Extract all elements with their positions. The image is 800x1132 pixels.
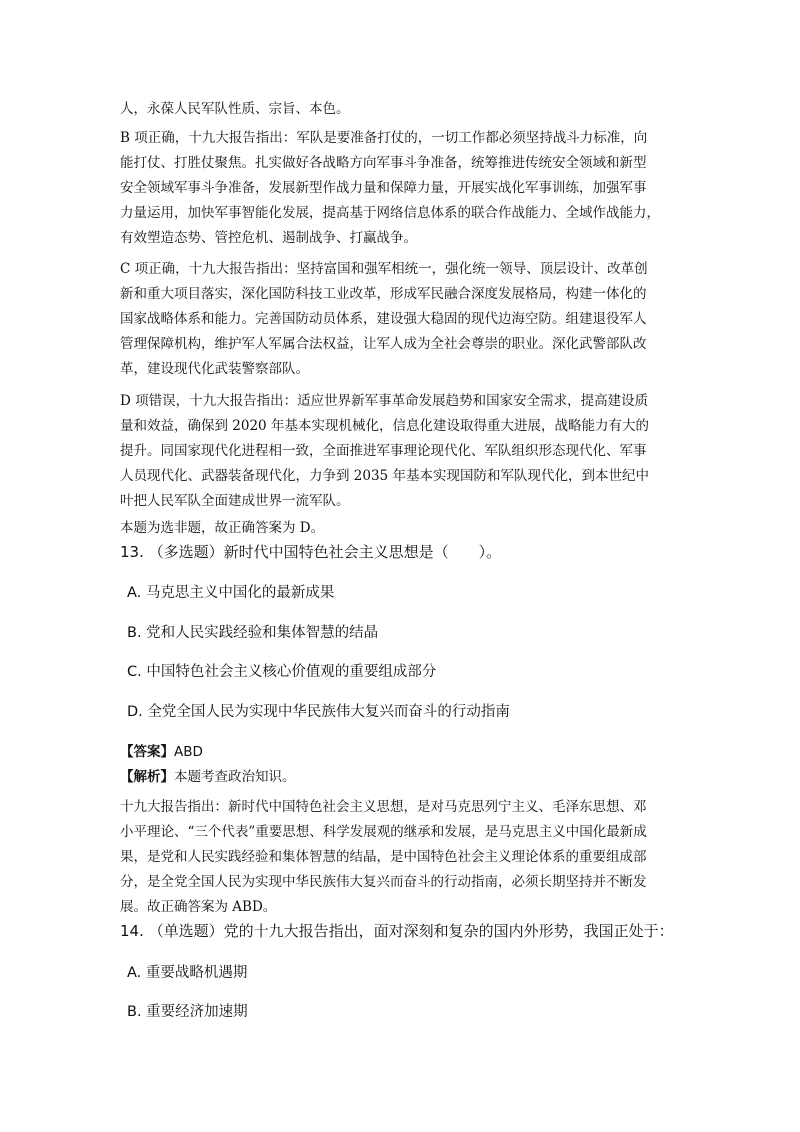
q14-option-b[interactable]: B. 重要经济加速期	[127, 1004, 248, 1020]
option-c-analysis-line: 革，建设现代化武装警察部队。	[120, 361, 309, 377]
q13-analysis-heading	[120, 767, 296, 787]
option-c-analysis-line: 管理保障机构，维护军人军属合法权益，让军人成为全社会尊崇的职业。深化武警部队改	[120, 336, 647, 352]
q13-option-d[interactable]: D. 全党全国人民为实现中华民族伟大复兴而奋斗的行动指南	[127, 704, 510, 720]
analysis-value: 本题考查政治知识。	[174, 769, 296, 785]
q13-analysis-line: 果，是党和人民实践经验和集体智慧的结晶，是中国特色社会主义理论体系的重要组成部	[120, 849, 647, 865]
question-13: 13. （多选题）新时代中国特色社会主义思想是（ ）。	[120, 543, 502, 561]
analysis-label: 【解析】	[120, 769, 174, 785]
option-d-analysis-line: 叶把人民军队全面建成世界一流军队。	[120, 493, 350, 509]
q13-answer	[120, 742, 203, 762]
option-c-analysis-line: C 项正确，十九大报告指出：坚持富国和强军相统一，强化统一领导、顶层设计、改革创	[120, 261, 648, 277]
option-b-analysis-line: 安全领域军事斗争准备，发展新型作战力量和保障力量，开展实战化军事训练，加强军事	[120, 180, 647, 196]
answer-value: ABD	[174, 744, 203, 760]
intro-line: 人，永葆人民军队性质、宗旨、本色。	[120, 101, 350, 117]
q13-analysis-line: 小平理论、“三个代表”重要思想、科学发展观的继承和发展，是马克思主义中国化最新成	[120, 824, 647, 840]
q13-analysis-line: 分，是全党全国人民为实现中华民族伟大复兴而奋斗的行动指南，必须长期坚持并不断发	[120, 874, 647, 890]
q12-conclusion: 本题为选非题，故正确答案为 D。	[120, 520, 325, 536]
option-c-analysis-line: 新和重大项目落实，深化国防科技工业改革，形成军民融合深度发展格局，构建一体化的	[120, 286, 647, 302]
option-d-analysis-line: 人员现代化、武器装备现代化，力争到 2035 年基本实现国防和军队现代化，到本世纪中	[120, 468, 649, 484]
q13-option-c[interactable]: C. 中国特色社会主义核心价值观的重要组成部分	[127, 664, 437, 680]
option-b-analysis-line: B 项正确，十九大报告指出：军队是要准备打仗的，一切工作都必须坚持战斗力标准，向	[120, 130, 648, 146]
q14-option-a[interactable]: A. 重要战略机遇期	[127, 965, 248, 981]
q13-option-a[interactable]: A. 马克思主义中国化的最新成果	[127, 585, 335, 601]
option-d-analysis-line: 提升。同国家现代化进程相一致，全面推进军事理论现代化、军队组织形态现代化、军事	[120, 443, 647, 459]
option-b-analysis-line: 有效塑造态势、管控危机、遏制战争、打赢战争。	[120, 230, 417, 246]
q13-analysis-line: 十九大报告指出：新时代中国特色社会主义思想，是对马克思列宁主义、毛泽东思想、邓	[120, 799, 647, 815]
option-c-analysis-line: 国家战略体系和能力。完善国防动员体系，建设强大稳固的现代边海空防。组建退役军人	[120, 311, 647, 327]
option-d-analysis-line: D 项错误，十九大报告指出：适应世界新军事革命发展趋势和国家安全需求，提高建设质	[120, 393, 649, 409]
option-b-analysis-line: 力量运用，加快军事智能化发展，提高基于网络信息体系的联合作战能力、全域作战能力，	[120, 205, 660, 221]
answer-label: 【答案】	[120, 744, 174, 760]
q13-option-b[interactable]: B. 党和人民实践经验和集体智慧的结晶	[127, 625, 379, 641]
question-14: 14. （单选题）党的十九大报告指出，面对深刻和复杂的国内外形势，我国正处于：	[120, 922, 674, 940]
q13-analysis-line: 展。故正确答案为 ABD。	[120, 899, 277, 915]
option-b-analysis-line: 能打仗、打胜仗聚焦。扎实做好各战略方向军事斗争准备，统筹推进传统安全领域和新型	[120, 155, 647, 171]
option-d-analysis-line: 量和效益，确保到 2020 年基本实现机械化，信息化建设取得重大进展，战略能力有大的	[120, 418, 649, 434]
